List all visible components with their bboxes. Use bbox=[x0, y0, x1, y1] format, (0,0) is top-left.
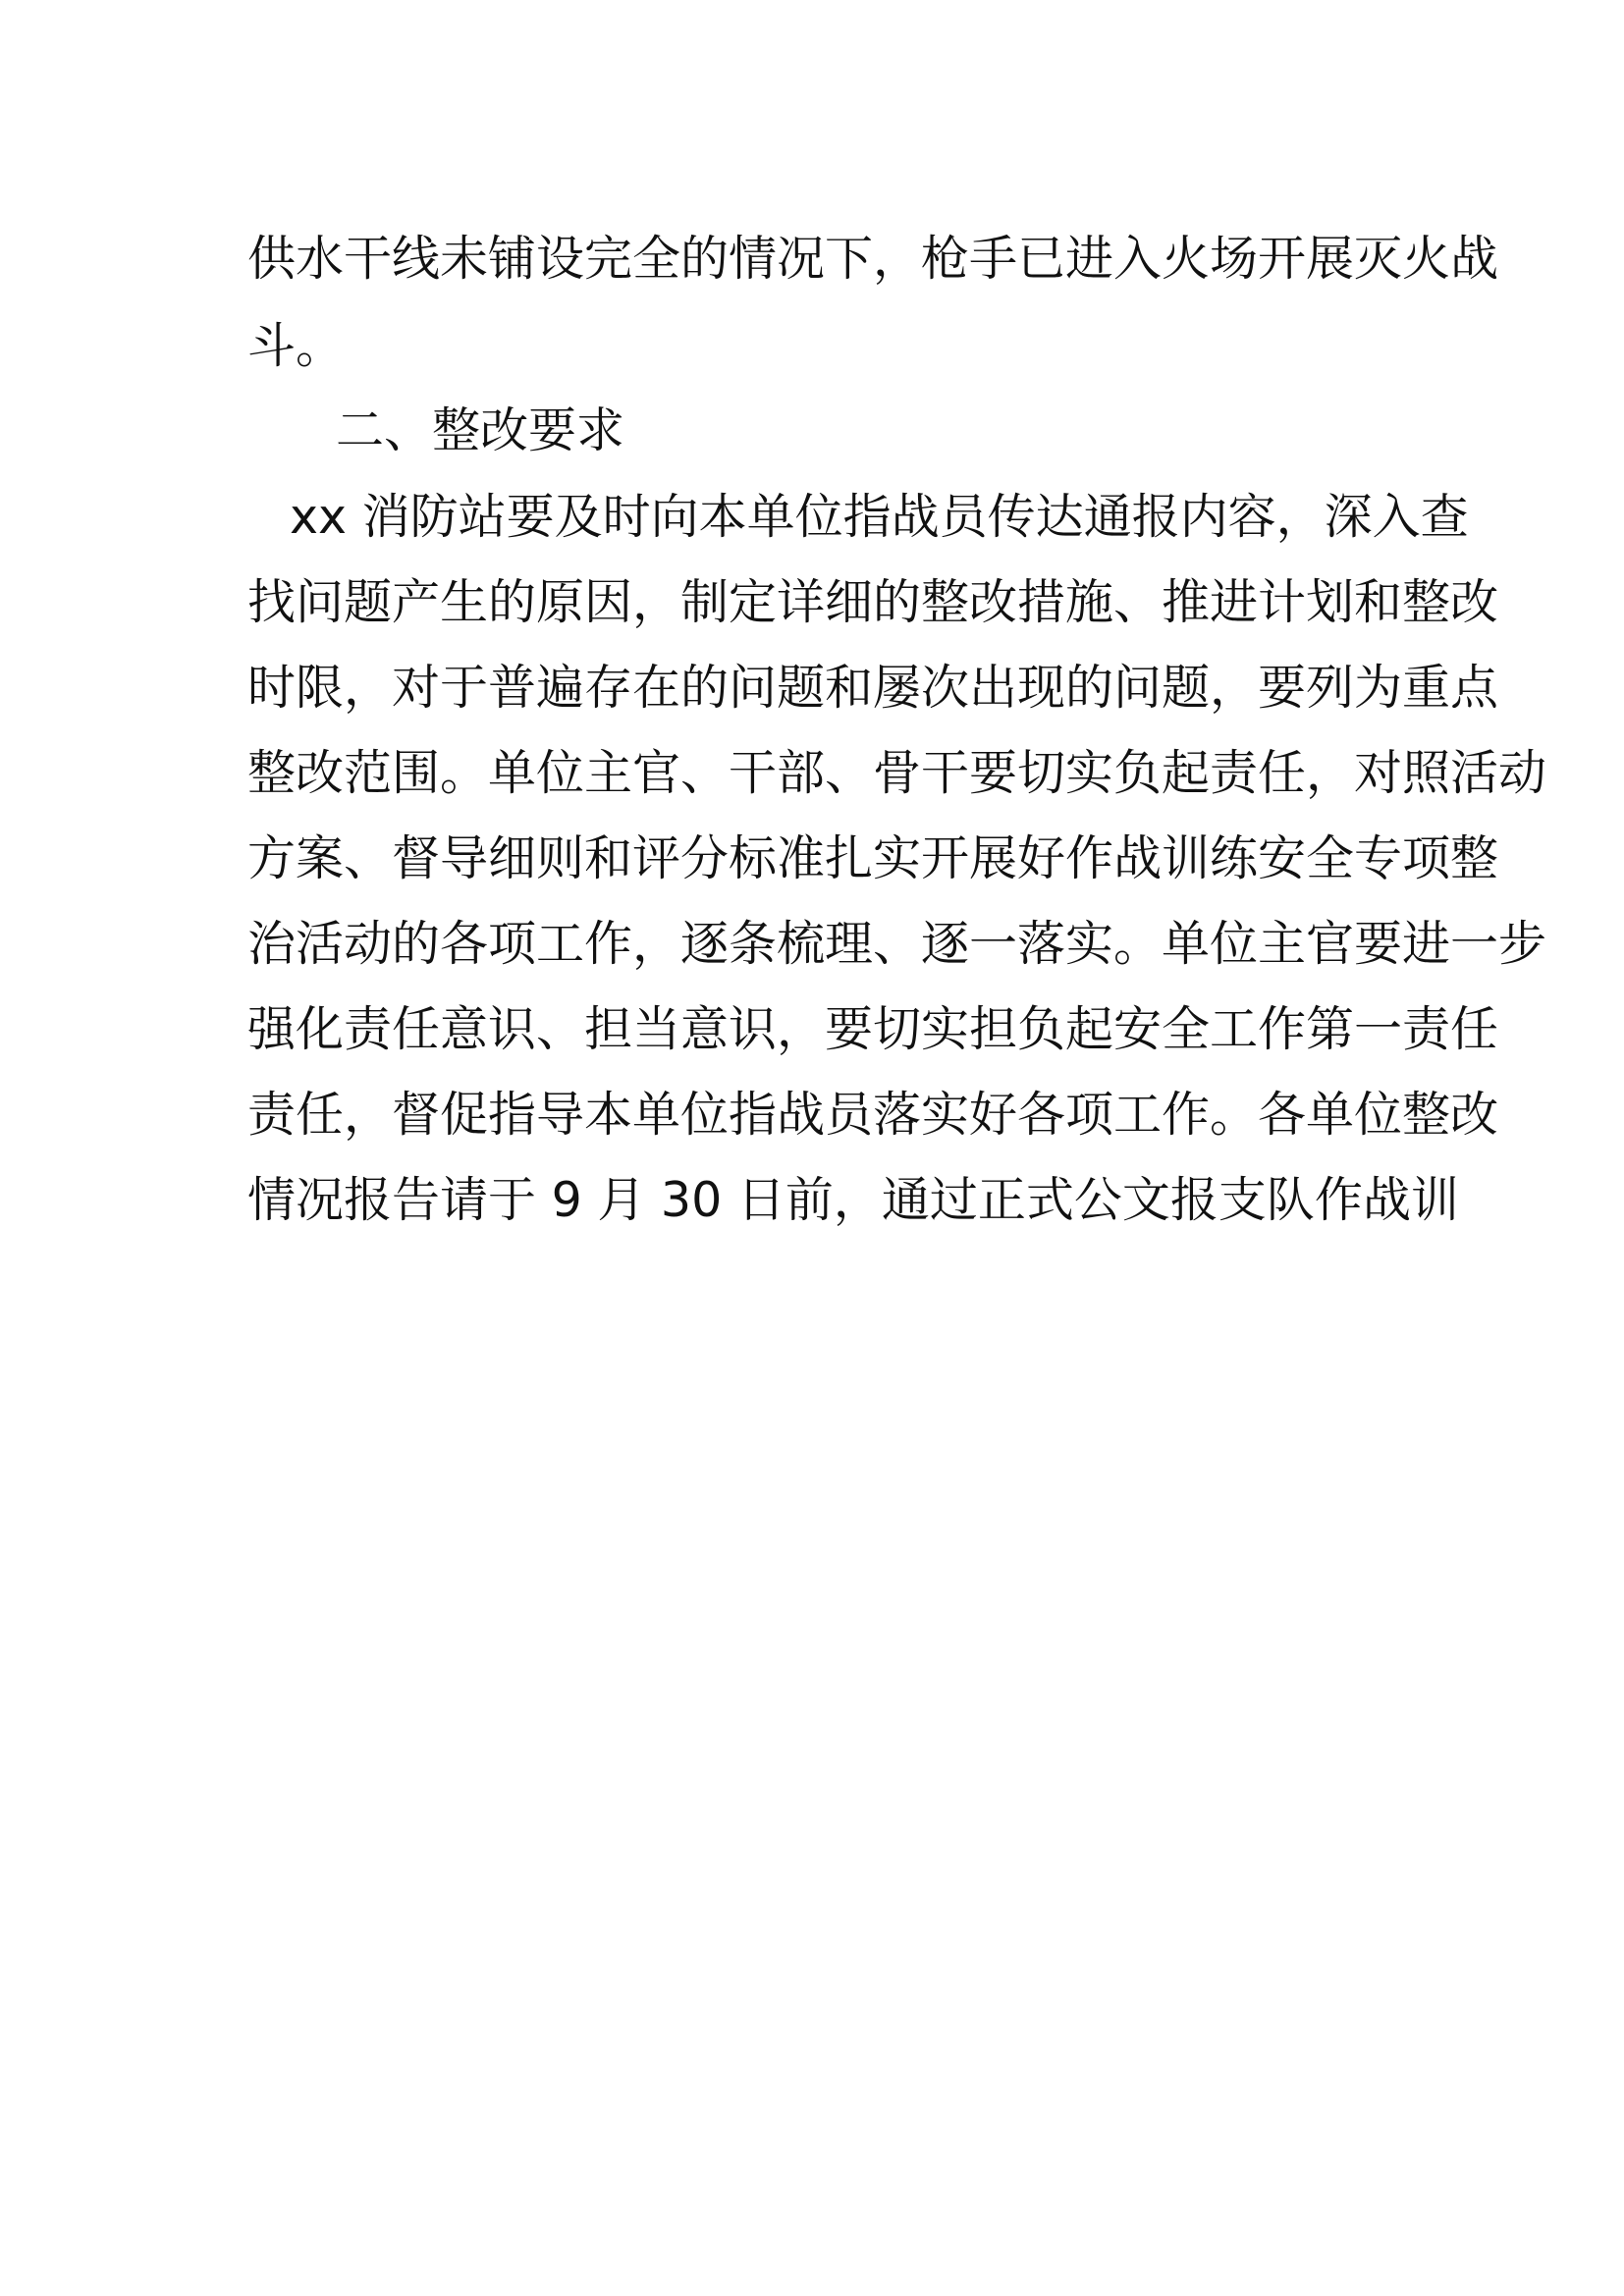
paragraph-2-line-5: 方案、督导细则和评分标准扎实开展好作战训练安全专项整 bbox=[247, 830, 1499, 886]
paragraph-2-line-2: 找问题产生的原因，制定详细的整改措施、推进计划和整改 bbox=[247, 574, 1499, 630]
paragraph-2-line-4: 整改范围。单位主官、干部、骨干要切实负起责任，对照活动 bbox=[247, 745, 1547, 801]
paragraph-2-line-1: xx 消防站要及时向本单位指战员传达通报内容，深入查 bbox=[290, 489, 1469, 545]
paragraph-2-line-6: 治活动的各项工作，逐条梳理、逐一落实。单位主官要进一步 bbox=[247, 916, 1547, 972]
section-heading: 二、整改要求 bbox=[336, 402, 625, 458]
paragraph-2-line-3: 时限，对于普遍存在的问题和屡次出现的问题，要列为重点 bbox=[247, 660, 1499, 716]
paragraph-1-line-1: 供水干线未铺设完全的情况下，枪手已进入火场开展灭火战 bbox=[247, 231, 1499, 287]
paragraph-1-line-2: 斗。 bbox=[247, 318, 345, 374]
paragraph-2-line-7: 强化责任意识、担当意识，要切实担负起安全工作第一责任 bbox=[247, 1001, 1499, 1057]
paragraph-2-line-9: 情况报告请于 9 月 30 日前，通过正式公文报支队作战训 bbox=[247, 1172, 1459, 1228]
paragraph-2-line-8: 责任，督促指导本单位指战员落实好各项工作。各单位整改 bbox=[247, 1087, 1499, 1143]
